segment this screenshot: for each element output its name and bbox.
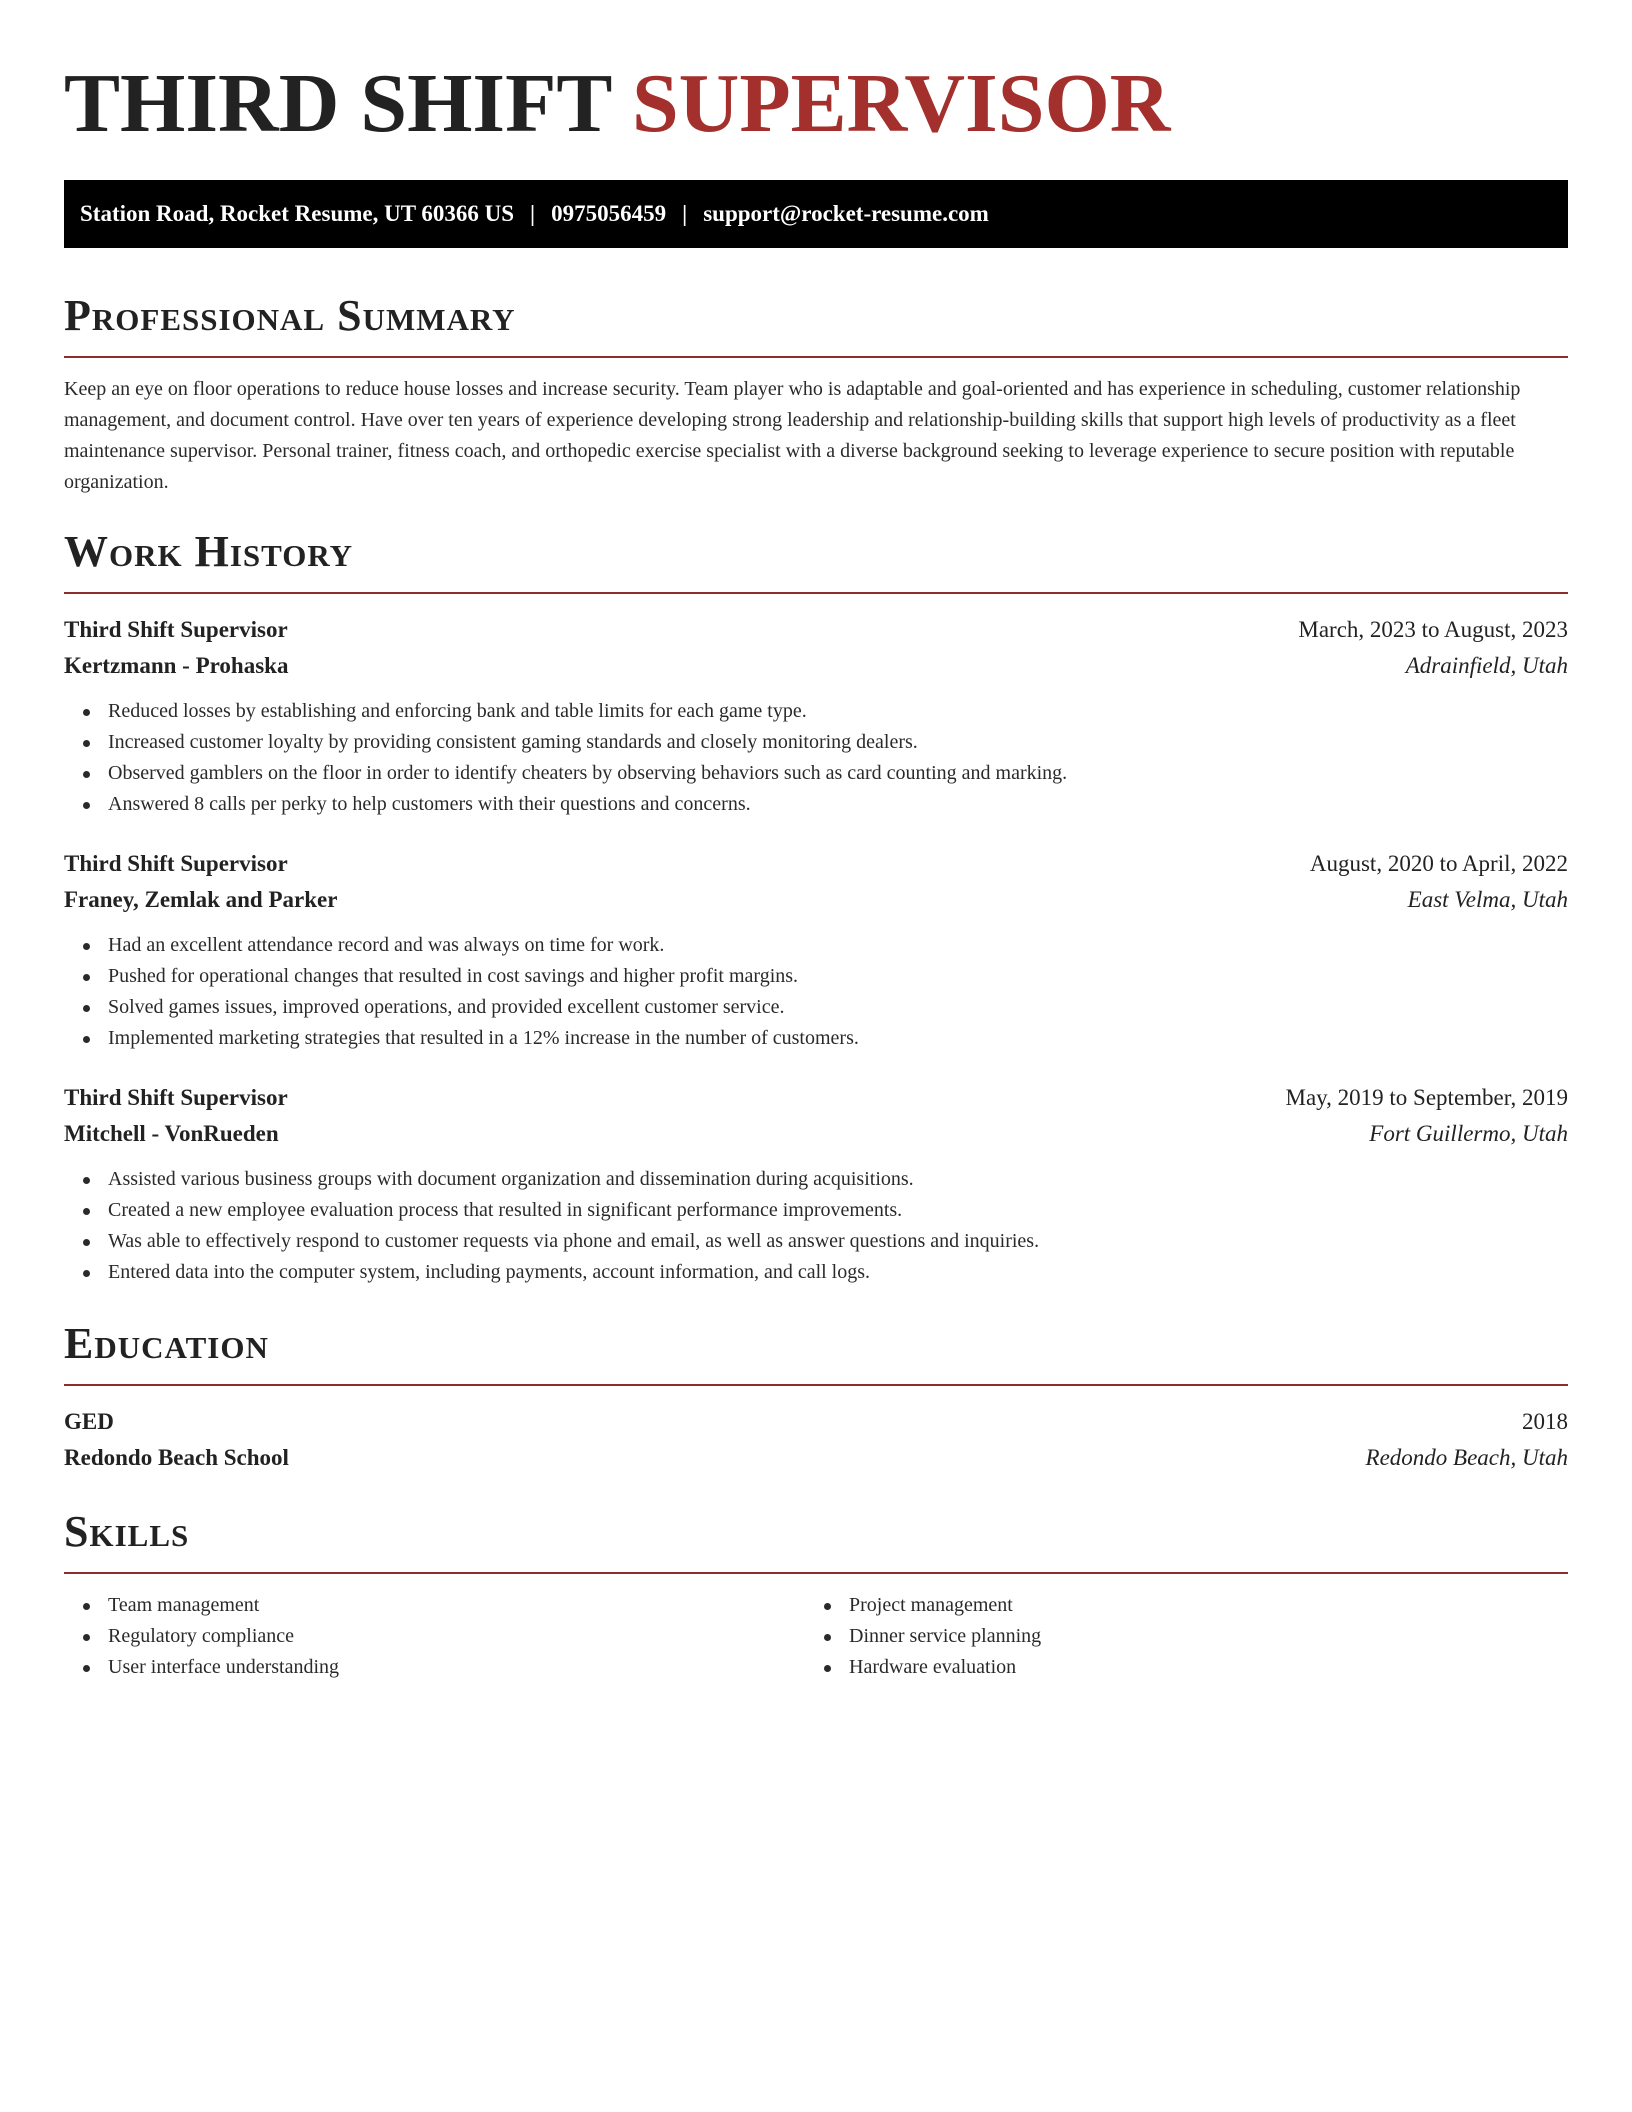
job-location: Fort Guillermo, Utah bbox=[1369, 1121, 1568, 1146]
job-entry bbox=[64, 1080, 1568, 1288]
job-entry bbox=[64, 846, 1568, 1054]
job-company: Kertzmann - Prohaska bbox=[64, 653, 289, 678]
job-bullet: Was able to effectively respond to customer requests via phone and email, as well as answer questions and inquiries. bbox=[108, 1226, 1568, 1257]
section-title-summary: Professional Summary bbox=[64, 291, 516, 340]
job-bullet: Reduced losses by establishing and enforcing bank and table limits for each game type. bbox=[108, 696, 1568, 727]
skills-grid bbox=[64, 1590, 1568, 1683]
skill-item: Dinner service planning bbox=[849, 1621, 1546, 1652]
job-location: East Velma, Utah bbox=[1407, 887, 1568, 912]
contact-separator: | bbox=[682, 201, 688, 226]
contact-separator: | bbox=[530, 201, 536, 226]
skill-item: Hardware evaluation bbox=[849, 1652, 1546, 1683]
section-divider bbox=[64, 1572, 1568, 1574]
summary-section bbox=[64, 290, 1568, 498]
name-last: SUPERVISOR bbox=[631, 57, 1171, 150]
name-first: THIRD SHIFT bbox=[64, 57, 611, 150]
resume-name bbox=[64, 0, 1568, 152]
job-bullet: Solved games issues, improved operations, and provided excellent customer service. bbox=[108, 992, 1568, 1023]
job-bullet: Had an excellent attendance record and was always on time for work. bbox=[108, 930, 1568, 961]
section-title-skills: Skills bbox=[64, 1507, 190, 1556]
education-location: Redondo Beach, Utah bbox=[1365, 1445, 1568, 1470]
skills-section bbox=[64, 1506, 1568, 1683]
skill-item: Team management bbox=[108, 1590, 805, 1621]
summary-text: Keep an eye on floor operations to reduce house losses and increase security. Team player who is adaptable and goal-oriented and has experience in scheduling, customer relationship management, and document control. Have over ten years of experience developing strong leadership and relationship-building skills that support high levels of productivity as a fleet maintenance supervisor. Personal trainer, fitness coach, and orthopedic exercise specialist with a diverse background seeking to leverage experience to secure position with reputable organization. bbox=[64, 378, 1521, 493]
work-history-section bbox=[64, 526, 1568, 1288]
job-bullet: Pushed for operational changes that resulted in cost savings and higher profit margins. bbox=[108, 961, 1568, 992]
education-school: Redondo Beach School bbox=[64, 1445, 289, 1470]
section-title-education: Education bbox=[64, 1319, 269, 1368]
section-divider bbox=[64, 592, 1568, 594]
job-bullets bbox=[64, 696, 1568, 820]
job-role: Third Shift Supervisor bbox=[64, 617, 288, 642]
job-location: Adrainfield, Utah bbox=[1405, 653, 1568, 678]
job-role: Third Shift Supervisor bbox=[64, 1085, 288, 1110]
job-bullet: Implemented marketing strategies that resulted in a 12% increase in the number of customers. bbox=[108, 1023, 1568, 1054]
section-divider bbox=[64, 1384, 1568, 1386]
section-divider bbox=[64, 356, 1568, 358]
job-bullet: Entered data into the computer system, including payments, account information, and call logs. bbox=[108, 1257, 1568, 1288]
job-bullets bbox=[64, 1164, 1568, 1288]
skills-column-left bbox=[64, 1590, 805, 1683]
contact-address: Station Road, Rocket Resume, UT 60366 US bbox=[80, 201, 515, 226]
job-role: Third Shift Supervisor bbox=[64, 851, 288, 876]
job-company: Mitchell - VonRueden bbox=[64, 1121, 279, 1146]
education-entry bbox=[64, 1404, 1568, 1476]
education-year: 2018 bbox=[1522, 1409, 1568, 1434]
job-dates: May, 2019 to September, 2019 bbox=[1285, 1085, 1568, 1110]
contact-phone: 0975056459 bbox=[551, 201, 667, 226]
education-degree: GED bbox=[64, 1409, 114, 1434]
skill-item: User interface understanding bbox=[108, 1652, 805, 1683]
skill-item: Regulatory compliance bbox=[108, 1621, 805, 1652]
skills-column-right bbox=[805, 1590, 1546, 1683]
job-entry bbox=[64, 612, 1568, 820]
contact-bar bbox=[64, 180, 1568, 248]
skill-item: Project management bbox=[849, 1590, 1546, 1621]
job-dates: August, 2020 to April, 2022 bbox=[1309, 851, 1568, 876]
job-bullet: Created a new employee evaluation process that resulted in significant performance improvements. bbox=[108, 1195, 1568, 1226]
section-title-work-history: Work History bbox=[64, 527, 354, 576]
job-bullet: Answered 8 calls per perky to help customers with their questions and concerns. bbox=[108, 789, 1568, 820]
education-section bbox=[64, 1318, 1568, 1476]
contact-email: support@rocket-resume.com bbox=[703, 201, 989, 226]
job-bullet: Increased customer loyalty by providing consistent gaming standards and closely monitoring dealers. bbox=[108, 727, 1568, 758]
job-bullet: Observed gamblers on the floor in order to identify cheaters by observing behaviors such as card counting and marking. bbox=[108, 758, 1568, 789]
job-dates: March, 2023 to August, 2023 bbox=[1298, 617, 1568, 642]
job-bullet: Assisted various business groups with document organization and dissemination during acquisitions. bbox=[108, 1164, 1568, 1195]
job-bullets bbox=[64, 930, 1568, 1054]
job-company: Franey, Zemlak and Parker bbox=[64, 887, 338, 912]
